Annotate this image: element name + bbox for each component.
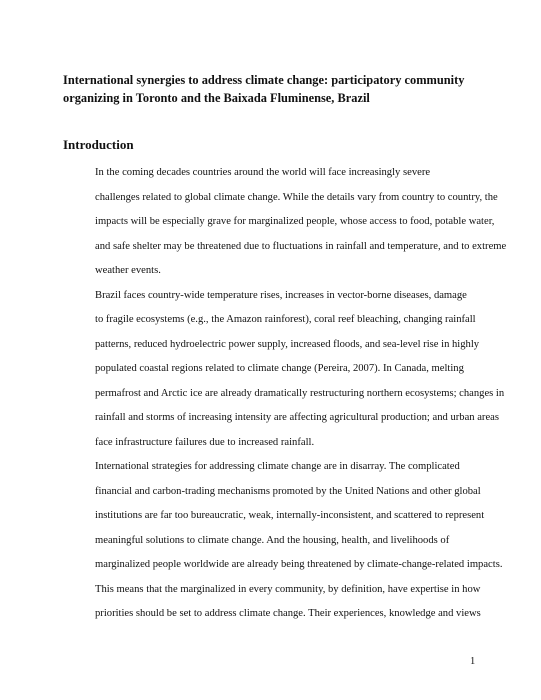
paragraph-2-line-7: face infrastructure failures due to increased rainfall. [95,436,315,448]
body-text [63,161,507,627]
paragraph-3 [63,455,503,627]
page-number: 1 [470,656,476,667]
paragraph-1-line-5: weather events. [95,265,161,276]
paragraph-3-line-4: meaningful solutions to climate change. And the housing, health, and livelihoods of [95,534,450,546]
title-line-1: International synergies to address climate change: participatory community [63,73,465,87]
paragraph-2-line-6: rainfall and storms of increasing intensity are affecting agricultural production; and urban areas [95,412,499,423]
paragraph-2 [63,284,505,456]
paragraph-1-line-1: In the coming decades countries around the world will face increasingly severe [95,167,431,178]
paragraph-3-line-1: International strategies for addressing climate change are in disarray. The complicated [95,461,460,472]
section-heading-introduction: Introduction [63,137,134,152]
paragraph-2-line-2: to fragile ecosystems (e.g., the Amazon rainforest), coral reef bleaching, changing rainfall [95,314,476,325]
paragraph-1-line-4: and safe shelter may be threatened due to fluctuations in rainfall and temperature, and to extreme [95,240,507,252]
paragraph-2-line-5: permafrost and Arctic ice are already dramatically restructuring northern ecosystems; changes in [95,387,505,399]
paragraph-3-line-3: institutions are far too bureaucratic, weak, internally-inconsistent, and scattered to represent [95,510,485,521]
paragraph-3-line-5: marginalized people worldwide are already being threatened by climate-change-related impacts. [95,559,503,570]
paragraph-3-line-6: This means that the marginalized in every community, by definition, have expertise in how [95,583,481,595]
paragraph-1-line-2: challenges related to global climate change. While the details vary from country to country, the [95,191,498,203]
paragraph-1 [63,161,507,284]
paragraph-2-line-3: patterns, reduced hydroelectric power supply, increased floods, and sea-level rise in highly [95,338,480,350]
paragraph-1-line-3: impacts will be especially grave for marginalized people, whose access to food, potable water, [95,216,495,227]
paragraph-2-line-4: populated coastal regions related to climate change (Pereira, 2007). In Canada, melting [95,363,464,374]
document-title [63,71,519,107]
paragraph-3-line-2: financial and carbon-trading mechanisms promoted by the United Nations and other global [95,485,481,497]
paragraph-3-line-7: priorities should be set to address climate change. Their experiences, knowledge and views [95,608,481,619]
title-line-2: organizing in Toronto and the Baixada Fluminense, Brazil [63,91,370,105]
paragraph-2-line-1: Brazil faces country-wide temperature rises, increases in vector-borne diseases, damage [95,289,467,301]
